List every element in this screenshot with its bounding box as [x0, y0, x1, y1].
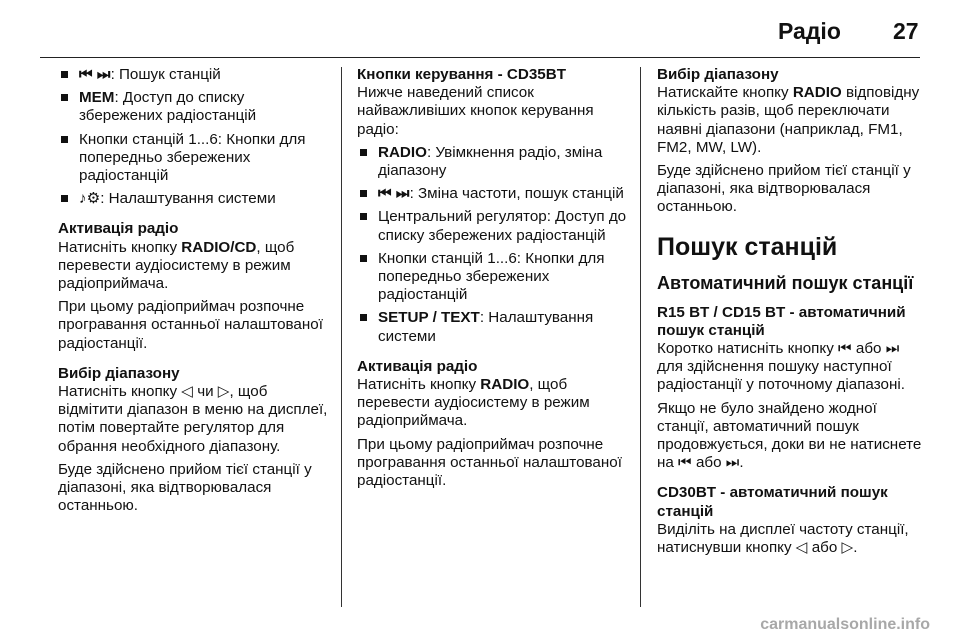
text-run: , щоб перевести аудіосистему в режим радіоприймача.: [58, 238, 295, 293]
bullet-marker: [61, 94, 68, 101]
bullet-seek: [58, 66, 328, 84]
column-divider-2: [640, 67, 641, 607]
radio-key: RADIO: [378, 143, 427, 161]
bullet-setup-text: [357, 309, 629, 345]
bullet-marker: [360, 314, 367, 321]
activation-paragraph: [357, 376, 629, 431]
bullet-station-buttons: [357, 250, 629, 305]
column-middle: [357, 66, 629, 495]
radio-key: RADIO: [792, 84, 842, 102]
bullet-text: Кнопки станцій 1...6: Кнопки для попередньо збережених радіостанцій: [378, 249, 605, 304]
radio-key: RADIO: [480, 376, 530, 394]
bullet-mem: [58, 89, 328, 125]
bullet-station-buttons: [58, 131, 328, 186]
bullet-marker: [61, 71, 68, 78]
section-heading-r15: R15 BT / CD15 BT - автоматичний пошук станцій: [657, 303, 906, 339]
activation-paragraph-2: При цьому радіоприймач розпочне програвання останньої налаштованої радіостанції.: [357, 435, 622, 490]
text-run: , щоб перевести аудіосистему в режим радіоприймача.: [357, 376, 590, 430]
bullet-text: : Увімкнення радіо, зміна діапазону: [378, 143, 603, 180]
band-paragraph-2: Буде здійснено прийом тієї станції у діапазоні, яка відтворювалася останньою.: [657, 162, 911, 216]
bullet-marker: [360, 149, 367, 156]
activation-paragraph-2: При цьому радіоприймач розпочне програвання останньої налаштованої радіостанції.: [58, 298, 323, 352]
subsection-title-auto-search: Автоматичний пошук станції: [657, 272, 914, 293]
section-title-station-search: Пошук станцій: [657, 232, 838, 261]
activation-paragraph: [58, 239, 328, 294]
section-heading-band: Вибір діапазону: [58, 364, 180, 382]
bullet-text: : Пошук станцій: [110, 66, 221, 83]
settings-icon: ♪⚙: [79, 190, 101, 208]
bullet-marker: [360, 255, 367, 262]
seek-keys-icon: ⏮ ⏭: [79, 66, 111, 83]
bullet-marker: [61, 136, 68, 143]
text-run: Натискайте кнопку: [657, 84, 793, 102]
radio-cd-key: RADIO/CD: [181, 238, 257, 256]
text-run: відповідну кількість разів, щоб переключати наявні діапазони (наприклад, FM1, FM2, MW, LW).: [657, 84, 920, 156]
band-paragraph-2: Буде здійснено прийом тієї станції у діапазоні, яка відтворювалася останньою.: [58, 460, 312, 515]
bullet-seek: [357, 185, 629, 203]
bullet-text: Центральний регулятор: Доступ до списку збережених радіостанцій: [378, 208, 627, 244]
text-run: Натисніть кнопку: [58, 238, 182, 256]
controls-intro: Нижче наведений список найважливіших кнопок керування радіо:: [357, 84, 594, 138]
column-right: [657, 66, 929, 562]
section-heading-band: Вибір діапазону: [657, 66, 779, 83]
section-heading-cd30: CD30BT - автоматичний пошук станцій: [657, 484, 888, 520]
page-header: [0, 0, 960, 58]
mem-key: MEM: [79, 89, 115, 107]
seek-keys-icon: ⏮ ⏭: [378, 185, 410, 203]
bullet-text: : Доступ до списку збережених радіостанцій: [79, 89, 257, 125]
r15-paragraph-2: Якщо не було знайдено жодної станції, автоматичний пошук продовжується, доки ви не натиснете на ⏮ або ⏭.: [657, 399, 922, 472]
bullet-text: : Налаштування системи: [378, 309, 594, 345]
bullet-radio: [357, 144, 629, 180]
bullet-marker: [360, 190, 367, 197]
header-divider: [40, 57, 920, 58]
column-left: [58, 66, 328, 520]
bullet-text: Кнопки станцій 1...6: Кнопки для попередньо збережених радіостанцій: [79, 130, 306, 185]
cd30-paragraph: Виділіть на дисплеї частоту станції, натиснувши кнопку ◁ або ▷.: [657, 520, 909, 557]
bullet-settings: [58, 190, 328, 208]
band-paragraph: Натисніть кнопку ◁ чи ▷, щоб відмітити діапазон в меню на дисплеї, потім повертайте регулятор для обрання необхідного діапазону.: [58, 383, 328, 455]
page-title: Радіо: [778, 18, 841, 44]
setup-text-key: SETUP / TEXT: [378, 309, 480, 327]
section-heading-activation: Активація радіо: [58, 220, 179, 238]
bullet-marker: [61, 195, 68, 202]
bullet-central-knob: [357, 208, 629, 244]
section-heading-controls: Кнопки керування - CD35BT: [357, 66, 566, 83]
bullet-marker: [360, 213, 367, 220]
bullet-text: : Налаштування системи: [100, 190, 276, 208]
page-number: 27: [893, 18, 919, 44]
section-heading-activation: Активація радіо: [357, 357, 478, 375]
watermark: carmanualsonline.info: [760, 616, 930, 633]
bullet-text: : Зміна частоти, пошук станцій: [409, 185, 624, 203]
column-divider-1: [341, 67, 342, 607]
text-run: Натисніть кнопку: [357, 376, 481, 394]
r15-paragraph: Коротко натисніть кнопку ⏮ або ⏭ для здійснення пошуку наступної радіостанції у поточному діапазоні.: [657, 340, 905, 394]
band-paragraph: [657, 84, 929, 157]
